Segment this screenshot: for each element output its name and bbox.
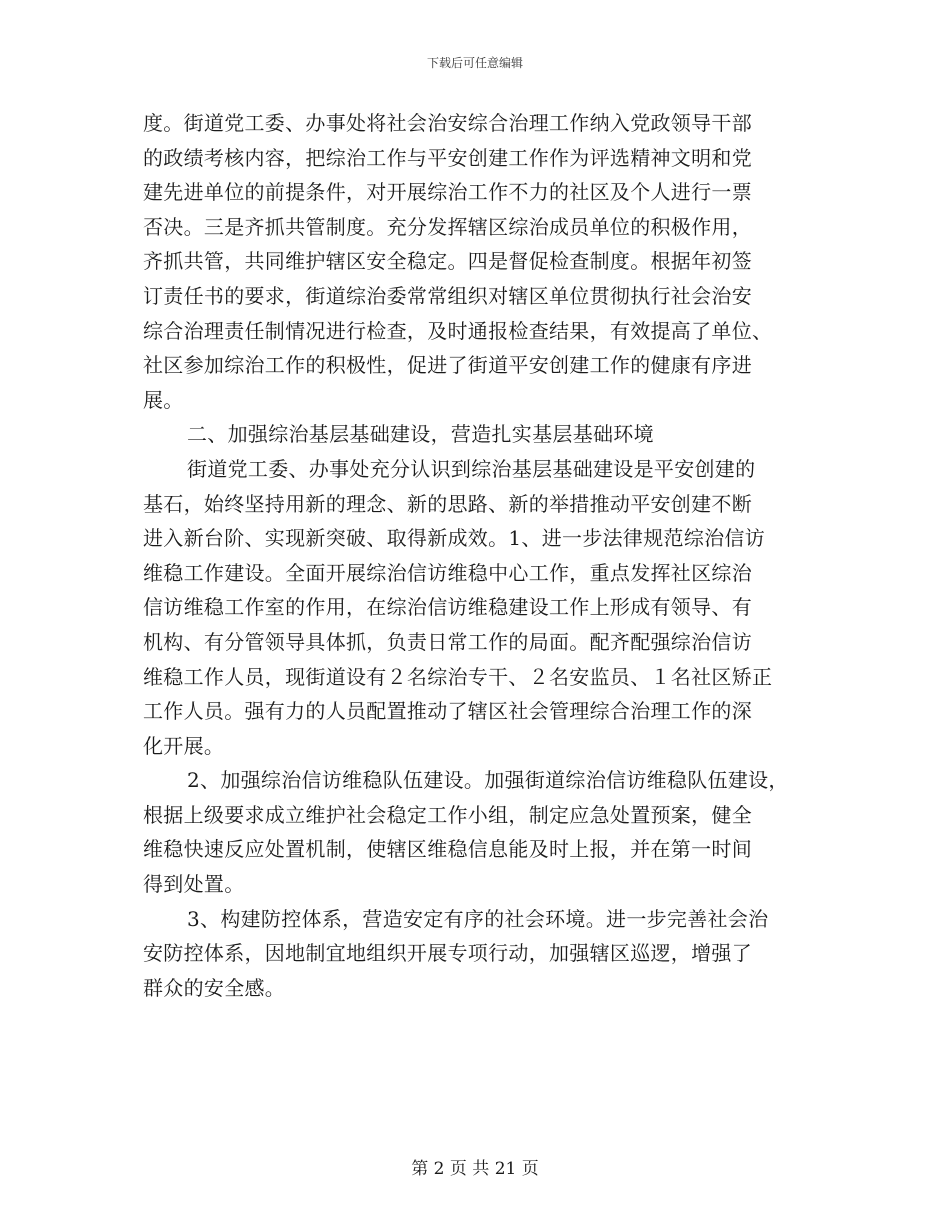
body-line: 安防控体系，因地制宜地组织开展专项行动，加强辖区巡逻，增强了 [143, 941, 752, 966]
body-line: 订责任书的要求，街道综治委常常组织对辖区单位贯彻执行社会治安 [143, 283, 752, 308]
body-line: 展。 [143, 387, 184, 412]
body-line: 街道党工委、办事处充分认识到综治基层基础建设是平安创建的 [187, 456, 756, 481]
body-line: 维稳工作建设。全面开展综治信访维稳中心工作，重点发挥社区综治 [143, 560, 752, 585]
body-line: 社区参加综治工作的积极性，促进了街道平安创建工作的健康有序进 [143, 353, 752, 378]
body-line: 的政绩考核内容，把综治工作与平安创建工作作为评选精神文明和党 [143, 145, 752, 170]
body-line: 维稳工作人员，现街道设有２名综治专干、２名安监员、１名社区矫正 [143, 664, 773, 689]
body-line: 基石，始终坚持用新的理念、新的思路、新的举措推动平安创建不断 [143, 491, 752, 516]
page-footer: 第 2 页 共 21 页 [411, 1159, 539, 1179]
body-line: 群众的安全感。 [143, 975, 286, 1000]
body-line: 度。街道党工委、办事处将社会治安综合治理工作纳入党政领导干部 [143, 111, 752, 135]
body-line: 齐抓共管，共同维护辖区安全稳定。四是督促检查制度。根据年初签 [143, 249, 752, 274]
section-heading: 二、加强综治基层基础建设，营造扎实基层基础环境 [187, 422, 654, 447]
body-line: 机构、有分管领导具体抓，负责日常工作的局面。配齐配强综治信访 [143, 629, 752, 654]
body-line: 进入新台阶、实现新突破、取得新成效。1、进一步法律规范综治信访 [143, 526, 766, 551]
body-line: 综合治理责任制情况进行检查，及时通报检查结果，有效提高了单位、 [143, 318, 773, 343]
body-line: 得到处置。 [143, 872, 245, 897]
body-line: 2、加强综治信访维稳队伍建设。加强街道综治信访维稳队伍建设， [187, 768, 789, 793]
body-line: 化开展。 [143, 733, 225, 758]
document-body [143, 106, 813, 1005]
body-line: 工作人员。强有力的人员配置推动了辖区社会管理综合治理工作的深 [143, 699, 752, 724]
body-line: 否决。三是齐抓共管制度。充分发挥辖区综治成员单位的积极作用， [143, 214, 752, 239]
body-line: 信访维稳工作室的作用，在综治信访维稳建设工作上形成有领导、有 [143, 595, 752, 620]
body-line: 建先进单位的前提条件，对开展综治工作不力的社区及个人进行一票 [143, 180, 752, 205]
body-line: 3、构建防控体系，营造安定有序的社会环境。进一步完善社会治 [187, 906, 769, 931]
body-line: 维稳快速反应处置机制，使辖区维稳信息能及时上报，并在第一时间 [143, 837, 752, 862]
page-header: 下载后可任意编辑 [426, 56, 523, 70]
body-line: 根据上级要求成立维护社会稳定工作小组，制定应急处置预案，健全 [143, 802, 752, 827]
